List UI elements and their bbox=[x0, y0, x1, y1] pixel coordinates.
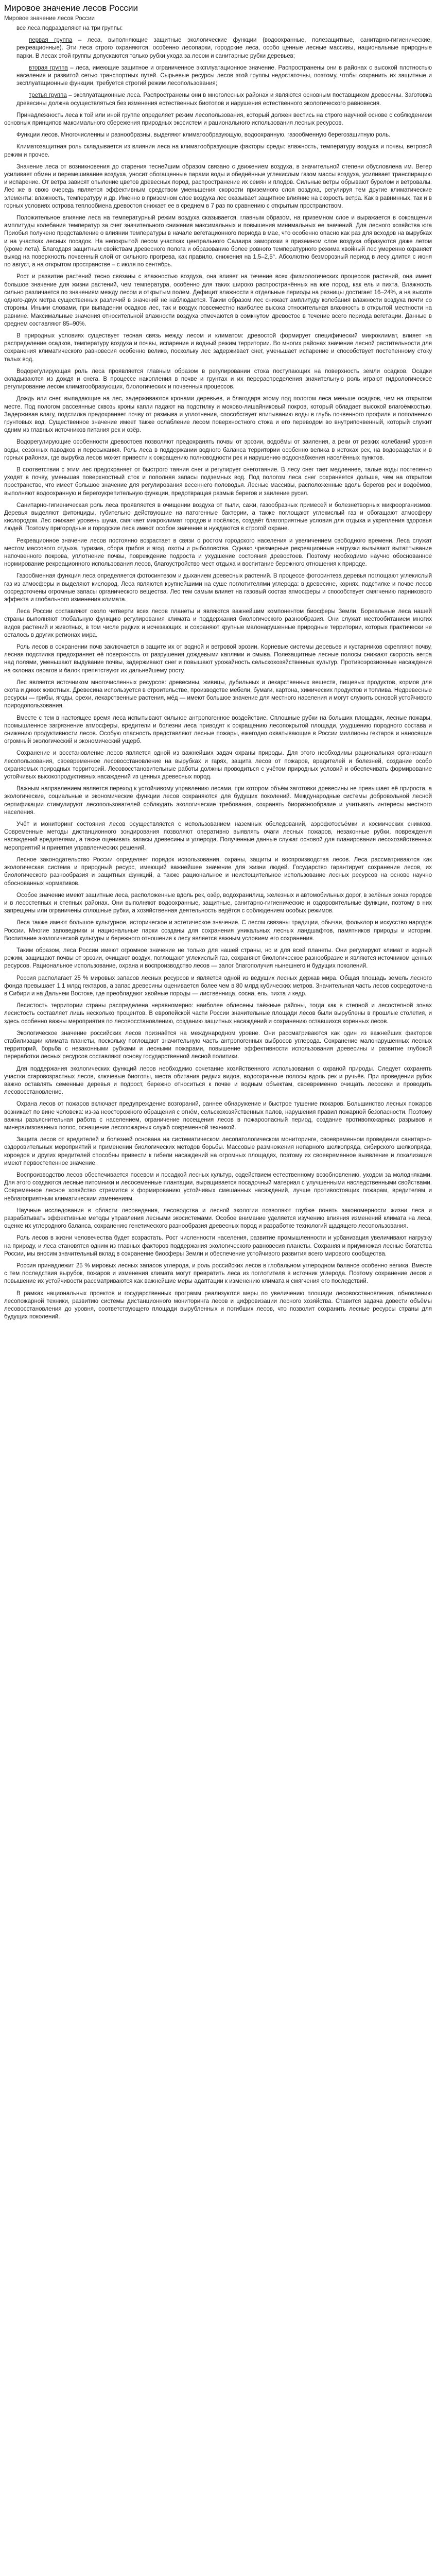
paragraph: Роль лесов в жизни человечества будет возрастать. Рост численности населения, развитие промышленности и урбанизация увеличивают нагрузку на природу, и леса становятся одним из главных факторов поддержания экологического равновесия планеты. Сохраняя и приумножая лесные богатства России, мы вносим значительный вклад в сохранение биосферы Земли и обеспечение устойчивого развития всего мирового сообщества. bbox=[4, 1235, 432, 1257]
group-item bbox=[16, 92, 432, 107]
group-item bbox=[16, 64, 432, 88]
paragraph: Россия располагает 25 % мировых запасов лесных ресурсов и является одной из ведущих лесных держав мира. Общая площадь земель лесного фонда превышает 1,1 млрд гектаров, а запас древесины оценивается более чем в 80 млрд кубических метров. Значительная часть лесов сосредоточена в Сибири и на Дальнем Востоке, где преобладают хвойные породы — лиственница, сосна, ель, пихта и кедр. bbox=[4, 975, 432, 997]
paragraph: Роль лесов в сохранении почв заключается в защите их от водной и ветровой эрозии. Корневые системы деревьев и кустарников скрепляют почву, лесная подстилка предохраняет её поверхность от разрушения дождевыми каплями и смыва. Полезащитные лесные полосы снижают скорость ветра над полями, уменьшают выдувание почвы, задерживают снег и повышают урожайность сельскохозяйственных культур. Противоэрозионные насаждения на склонах оврагов и балок препятствуют их дальнейшему росту. bbox=[4, 644, 432, 674]
paragraph: Значение леса от возникновения до старения теснейшим образом связано с движением воздуха, в значительной степени обусловлена им. Ветер усиливает обмен и перемешивание воздуха, уносит обогащенные парами воды и обеднённые углекислым газом массы воздуха, усиливает транспирацию и испарение. От ветра зависят опыление цветов древесных пород, распространение их семян и плодов. Сильные ветры обрывают бурелом и ветровалы. Лес же в свою очередь является эффективным средством уменьшения скорости приземного слоя воздуха, регулируя тем другие климатические элементы: влажность, температуру и др. Именно в приземном слое воздуха лес оказывает защитное влияние на скорость ветра. Как в равнинных, так и в горных условиях острова теплообмена древостоя снижает ее в среднем в 7 раз по сравнению с открытым пространством. bbox=[4, 163, 432, 209]
group-name: третья группа bbox=[29, 92, 67, 99]
paragraph: Особое значение имеют защитные леса, расположенные вдоль рек, озёр, водохранилищ, железных и автомобильных дорог, в зелёных зонах городов и в лесостепных и степных районах. Они выполняют водоохранные, защитные, санитарно-гигиенические и оздоровительные функции, поэтому в них запрещены или ограничены сплошные рубки, а хозяйственная деятельность ведётся с соблюдением особых режимов. bbox=[4, 892, 432, 914]
group-name: вторая группа bbox=[29, 64, 68, 71]
paragraph: Важным направлением является переход к устойчивому управлению лесами, при котором объём заготовки древесины не превышает её прироста, а экологические, социальные и экономические функции лесов сохраняются для будущих поколений. Международные системы добровольной лесной сертификации стимулируют лесопользователей соблюдать экологические требования, сохранять биоразнообразие и учитывать интересы местного населения. bbox=[4, 786, 432, 816]
paragraph: Воспроизводство лесов обеспечивается посевом и посадкой лесных культур, содействием естественному возобновлению, уходом за молодняками. Для этого создаются лесные питомники и лесосеменные плантации, выращивается посадочный материал с улучшенными наследственными свойствами. Современное лесное хозяйство стремится к формированию устойчивых смешанных насаждений, лучше противостоящих пожарам, вредителям и неблагоприятным климатическим изменениям. bbox=[4, 1172, 432, 1202]
paragraph: Лесное законодательство России определяет порядок использования, охраны, защиты и воспроизводства лесов. Леса рассматриваются как экологическая система и природный ресурс, имеющий важнейшее значение для жизни людей. Государство гарантирует сохранение лесов, их биологического разнообразия и защитных функций, а также рациональное и неистощительное использование лесных ресурсов на основе научно обоснованных нормативов. bbox=[4, 856, 432, 887]
paragraph: Россия принадлежит 25 % мировых лесных запасов углерода, и роль российских лесов в глобальном углеродном балансе особенно велика. Вместе с тем последствия вырубок, пожаров и изменения климата могут превратить леса из поглотителя в источник углерода. Поэтому сохранение лесов и повышение их устойчивости рассматриваются как важнейшие меры адаптации к изменению климата и смягчения его последствий. bbox=[4, 1263, 432, 1285]
paragraph: В природных условиях существует тесная связь между лесом и климатом: древостой формирует специфический микроклимат, влияет на распределение осадков, температуру воздуха и почвы, испарение и водный режим территории. Во многих районах значение лесной растительности для сохранения климатического равновесия особенно велико, поскольку лес задерживает снег, уменьшает испарение и способствует постепенному стоку талых вод. bbox=[4, 332, 432, 363]
paragraph: Принадлежность леса к той или иной группе определяет режим лесопользования, который должен вестись на строго научной основе с соблюдением основных принципов максимального сбережения природных экосистем и рационального использования лесных ресурсов. bbox=[4, 112, 432, 127]
group-item bbox=[16, 37, 432, 60]
paragraph: Лесистость территории страны распределена неравномерно: наиболее облесены таёжные районы, тогда как в степной и лесостепной зонах лесистость составляет лишь несколько процентов. В европейской части России значительные площади лесов были вырублены в прошлые столетия, и здесь особенно важны мероприятия по лесовосстановлению, созданию защитных насаждений и сохранению оставшихся коренных лесов. bbox=[4, 1003, 432, 1025]
paragraph: Защита лесов от вредителей и болезней основана на систематическом лесопатологическом мониторинге, своевременном проведении санитарно-оздоровительных мероприятий и применении биологических методов борьбы. Массовые размножения непарного шелкопряда, сибирского шелкопряда, короедов и других вредителей способны привести к гибели насаждений на огромных площадях, поэтому их своевременное выявление и локализация имеют первостепенное значение. bbox=[4, 1137, 432, 1166]
paragraph: В соответствии с этим лес предохраняет от быстрого таяния снег и регулирует снеготаяние. В лесу снег тает медленнее, талые воды постепенно уходят в почву, уменьшая поверхностный сток и пополняя запасы подземных вод. Под пологом леса снег сохраняется дольше, чем на открытом пространстве, что имеет большое значение для регулирования весеннего половодья. Лесные массивы, расположенные вдоль берегов рек и водоёмов, выполняют водоохранную и берегоукрепительную функции, предотвращая размыв берегов и заиление русел. bbox=[4, 466, 432, 497]
paragraph: Учёт и мониторинг состояния лесов осуществляется с использованием наземных обследований, аэрофотосъёмки и космических снимков. Современные методы дистанционного зондирования позволяют оперативно выявлять очаги лесных пожаров, незаконные рубки, повреждения насаждений вредителями, а также оценивать запасы древесины и углерода. Полученные данные служат основой для планирования лесохозяйственных мероприятий и принятия управленческих решений. bbox=[4, 821, 432, 851]
group-text: – эксплуатационные леса. Распространены они в многолесных районах и являются основным поставщиком древесины. Заготовка древесины должна осуществляться без изменения естественных биотопов и нарушения естественного экологического равновесия. bbox=[16, 92, 432, 107]
paragraph: Санитарно-гигиеническая роль леса проявляется в очищении воздуха от пыли, сажи, газообразных примесей и болезнетворных микроорганизмов. Деревья выделяют фитонциды, губительно действующие на патогенные бактерии, а также поглощают углекислый газ и обогащают атмосферу кислородом. Лес снижает уровень шума, смягчает микроклимат городов и посёлков, создаёт благоприятные условия для отдыха и укрепления здоровья людей. Поэтому пригородные и городские леса имеют особое значение и нуждаются в строгой охране. bbox=[4, 502, 432, 532]
paragraph: Охрана лесов от пожаров включает предупреждение возгораний, раннее обнаружение и быстрое тушение пожаров. Большинство лесных пожаров возникает по вине человека: из-за неосторожного обращения с огнём, сельскохозяйственных палов, нарушения правил пожарной безопасности. Поэтому важны разъяснительная работа с населением, ограничение посещения лесов в пожароопасный период, создание противопожарных разрывов и минерализованных полос, оснащение лесопожарных служб современной техникой. bbox=[4, 1101, 432, 1131]
group-text: – леса, выполняющие защитные экологические функции (водоохранные, полезащитные, санитарно-гигиенические, рекреационные). Эти леса строго охраняются, особенно лесопарки, городские леса, особо ценные лесные массивы, национальные природные парки. В лесах этой группы допускаются только рубки ухода за лесом и санитарные рубки деревьев; bbox=[16, 37, 432, 59]
intro-text: все леса подразделяют на три группы: bbox=[16, 25, 123, 31]
paragraph: Леса также имеют большое культурное, историческое и эстетическое значение. С лесом связаны традиции, обычаи, фольклор и искусство народов России. Многие заповедники и национальные парки созданы для сохранения уникальных лесных ландшафтов, памятников природы и истории. Воспитание экологической культуры и бережного отношения к лесу является важным условием его сохранения. bbox=[4, 920, 432, 942]
paragraph: Положительное влияние леса на температурный режим воздуха сказывается, главным образом, на приземном слое и выражается в сокращении амплитуды колебания температур за счет значительного снижения максимальных и повышения минимальных ее значений. Для лесного хозяйства юга Приобья получено представление о влиянии температуры в начале вегетационного периода в мае, что особенно опасно как раз для всходов на вырубках и на участках лесных посадок. На непокрытой лесом участках центрального Салаира заморозки в приземном слое воздуха образуются даже летом (кроме лета). Благодаря защитным свойствам древесного полога и образованию более ровного температурного режима хвойный лес умеренно охраняет выход на поверхность почвенный слой от сильного прогрева, как правило, снижения на 1,5–2,5°. Абсолютно безморозный период в лесу длится с июня по август, а на открытом пространстве – с июля по сентябрь. bbox=[4, 215, 432, 268]
paragraph: Дождь или снег, выпадающие на лес, задерживаются кронами деревьев, и благодаря этому под пологом леса меньше осадков, чем на открытом месте. Под пологом рассеянные сквозь кроны капли падают на подстилку и мохово-лишайниковый покров, который обладает высокой влагоёмкостью. Задерживая влагу, подстилка предохраняет почву от размыва и уплотнения, способствует впитыванию воды в глубь почвенного профиля и пополнению грунтовых вод. Существенное значение имеет также ослабление лесом поверхностного стока и его переводом во внутрипочвенный, который служит одним из главных источников питания рек и озёр. bbox=[4, 396, 432, 434]
paragraph: Для поддержания экологических функций лесов необходимо сочетание хозяйственного использования с охраной природы. Следует сохранять участки старовозрастных лесов, ключевые биотопы, места обитания редких видов, водоохранные полосы вдоль рек и ручьёв. При проведении рубок важно оставлять семенные деревья и подрост, бережно относиться к почве и водным объектам, своевременно очищать лесосеки и проводить лесовосстановление. bbox=[4, 1065, 432, 1096]
paragraph: Газообменная функция леса определяется фотосинтезом и дыханием древесных растений. В процессе фотосинтеза деревья поглощают углекислый газ из атмосферы и выделяют кислород. Леса являются крупнейшими на суше поглотителями углерода: в древесине, корнях, подстилке и почве лесов сосредоточены огромные запасы органического вещества. Лес тем самым влияет на газовый состав атмосферы и способствует смягчению парникового эффекта и глобального изменения климата. bbox=[4, 573, 432, 603]
paragraph: Рекреационное значение лесов постоянно возрастает в связи с ростом городского населения и увеличением свободного времени. Леса служат местом массового отдыха, туризма, сбора грибов и ягод, охоты и рыболовства. Однако чрезмерные рекреационные нагрузки вызывают вытаптывание напочвенного покрова, уплотнение почвы, повреждение подроста и ухудшение состояния древостоев. Поэтому необходимо научно обоснованное нормирование рекреационного использования лесов, благоустройство мест отдыха и воспитание бережного отношения к природе. bbox=[4, 537, 432, 568]
paragraph: Леса России составляют около четверти всех лесов планеты и являются важнейшим компонентом биосферы Земли. Бореальные леса нашей страны выполняют глобальную функцию регулирования климата и поддержания биологического разнообразия. Они служат местообитанием многих видов растений и животных, в том числе редких и исчезающих, и сохраняют крупные малонарушенные природные территории, которых практически не осталось в других регионах мира. bbox=[4, 608, 432, 638]
paragraph: Климатозащитная роль складывается из влияния леса на климатообразующие факторы среды: влажность, температуру воздуха и почвы, ветровой режим и прочее. bbox=[4, 144, 432, 158]
forest-groups-list bbox=[4, 37, 432, 108]
paragraph: Функции лесов. Многочисленны и разнообразны, выделяют климатообразующую, водоохранную, газообменную берегозащитную роль. bbox=[16, 132, 391, 139]
page-title: Мировое значение лесов России bbox=[4, 3, 138, 13]
paragraph: Лес является источником многочисленных ресурсов: древесины, живицы, дубильных и лекарственных веществ, пищевых продуктов, кормов для скота и диких животных. Древесина используется в строительстве, производстве мебели, бумаги, картона, химических продуктов и топлива. Недревесные ресурсы — грибы, ягоды, орехи, лекарственные растения, мёд — имеют большое значение для местного населения и могут служить основой устойчивого природопользования. bbox=[4, 679, 432, 709]
page-subtitle: Мировое значение лесов России bbox=[4, 15, 95, 22]
paragraph: Научные исследования в области лесоведения, лесоводства и лесной экологии позволяют глубже понять закономерности жизни леса и разрабатывать эффективные методы управления лесными экосистемами. Особое внимание уделяется изучению влияния изменений климата на леса, оценке их углеродного баланса, сохранению генетического разнообразия древесных пород и разработке технологий щадящего лесопользования. bbox=[4, 1207, 432, 1230]
group-name: первая группа bbox=[29, 37, 73, 44]
article-body bbox=[4, 112, 432, 1321]
paragraph: Вместе с тем в настоящее время леса испытывают сильное антропогенное воздействие. Сплошные рубки на больших площадях, лесные пожары, промышленное загрязнение атмосферы, вредители и болезни леса приводят к сокращению лесопокрытой площади, ухудшению породного состава и снижению продуктивности лесов. Особую опасность представляют лесные пожары, ежегодно охватывающие в России миллионы гектаров и наносящие огромный экологический и экономический ущерб. bbox=[4, 715, 432, 745]
paragraph: Сохранение и восстановление лесов является одной из важнейших задач охраны природы. Для этого необходимы рациональная организация лесопользования, своевременное лесовосстановление на вырубках и гарях, защита лесов от пожаров, вредителей и болезней, создание особо охраняемых природных территорий. Лесовосстановительные работы должны проводиться с учётом природных условий и обеспечивать формирование устойчивых высокопродуктивных насаждений из ценных древесных пород. bbox=[4, 750, 432, 781]
paragraph: Рост и развитие растений тесно связаны с влажностью воздуха, она влияет на течение всех физиологических процессов растений, она имеет большое значение для жизни растений, чем температура, особенно для таких широко распространённых на юге пород, как ель и пихта. Влажность сильно различается по значениям между лесом и открытым полем. Дефицит влажности в отдельные периоды на разницы достигает 16–24%, а на высоте одного-двух метра существенных различий в значений не наблюдается. Таким образом лес снижает амплитуду колебания влажности воздуха почти со стороны. Иными словами, при выпадении осадков лес, так и воздух повсеместно наиболее высока относительная влажность в открытой местности на равнине. Максимальные значения относительной влажности воздуха отмечаются в сомкнутом древостое в течение всего периода вегетации. Данные в среднем составляют 85–90%. bbox=[4, 274, 432, 327]
paragraph: Водорегулирующие особенности древостоев позволяют предохранять почвы от эрозии, водоёмы от заиления, а реки от резких колебаний уровня воды, сезонных паводков и пересыхания. Роль леса в поддержании водного баланса территории особенно велика в истоках рек, на водоразделах и в горных районах, где вырубка лесов может привести к сокращению полноводности рек и нарушению водоснабжения населённых пунктов. bbox=[4, 439, 432, 461]
paragraph: В рамках национальных проектов и государственных программ реализуются меры по увеличению площади лесовосстановления, обновлению лесопожарной техники, развитию системы дистанционного мониторинга лесов и цифровизации лесного хозяйства. Ставится задача довести объёмы лесовосстановления до уровня, соответствующего площади вырубленных и погибших лесов, что позволит сохранить лесные ресурсы страны для будущих поколений. bbox=[4, 1290, 432, 1320]
paragraph: Экологическое значение российских лесов признаётся на международном уровне. Они рассматриваются как один из важнейших факторов стабилизации климата планеты, поскольку поглощают значительную часть антропогенных выбросов углерода. Сохранение малонарушенных лесных территорий, борьба с незаконными рубками и лесными пожарами, повышение эффективности использования древесины и развитие глубокой переработки лесных ресурсов составляют основу государственной лесной политики. bbox=[4, 1030, 432, 1060]
paragraph: Таким образом, леса России имеют огромное значение не только для нашей страны, но и для всей планеты. Они регулируют климат и водный режим, защищают почвы от эрозии, очищают воздух, поглощают углекислый газ, сохраняют биологическое разнообразие и являются источником ценных ресурсов. Рациональное использование, охрана и воспроизводство лесов — залог благополучия нынешнего и будущих поколений. bbox=[4, 947, 432, 970]
paragraph: Водорегулирующая роль леса проявляется главным образом в регулировании стока поступающих на поверхность земли осадков. Осадки складываются из дождя и снега. В процессе накопления в почве и грунтах и их перераспределения значительную роль играют гидрологическое регулирование лесом климатообразующих, биологических и почвенных процессов. bbox=[4, 368, 432, 391]
group-text: – леса, имеющие защитное и ограниченное эксплуатационное значение. Распространены они в районах с высокой плотностью населения и развитой сетью транспортных путей. Сырьевые ресурсы лесов этой группы недостаточны, поэтому, чтобы сохранить их защитные и эксплуатационные функции, требуется строгий режим лесопользования; bbox=[16, 64, 432, 87]
